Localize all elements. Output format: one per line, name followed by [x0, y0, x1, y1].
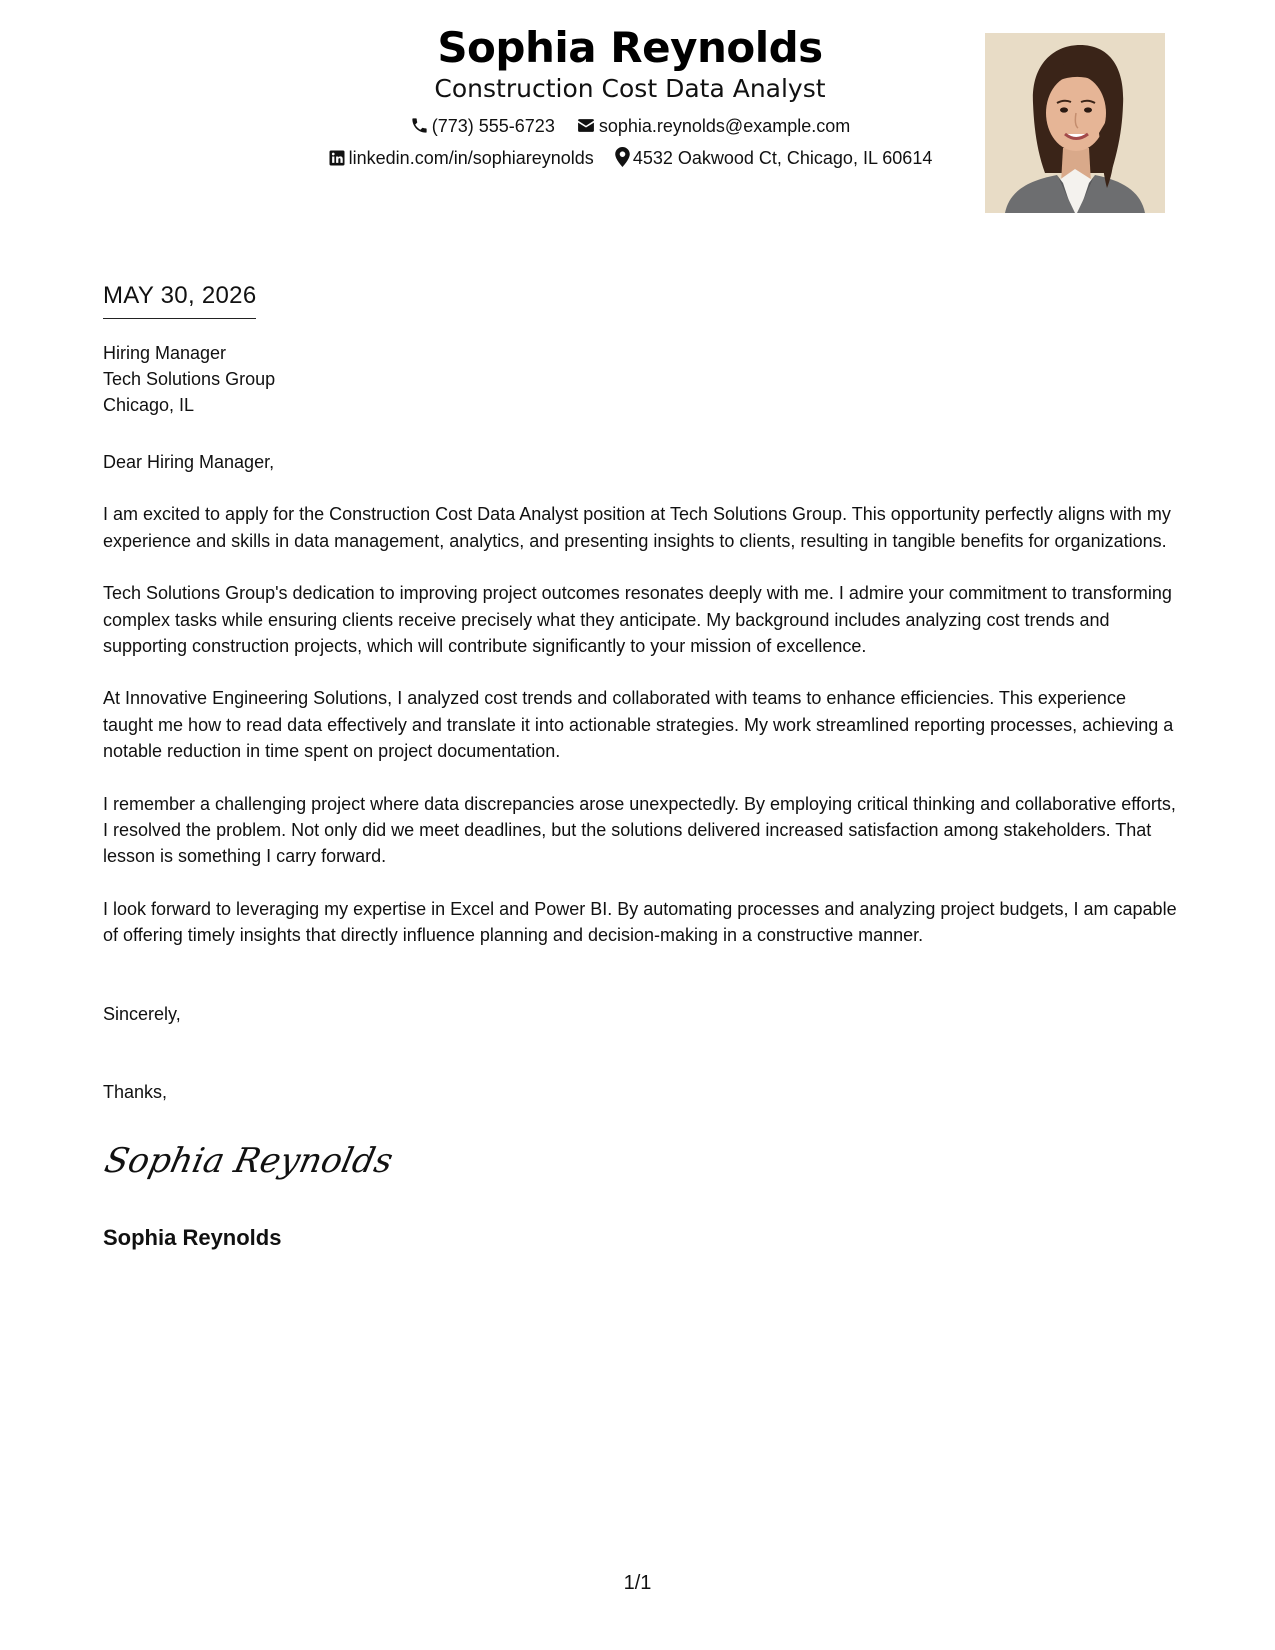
closing-thanks: Thanks, — [103, 1082, 168, 1102]
body-paragraph: I look forward to leveraging my expertise in Excel and Power BI. By automating processes and analyzing project budgets, I am capable of offering timely insights that directly influence planning and decision-making in a constructive manner. — [103, 898, 1177, 946]
job-title: Construction Cost Data Analyst — [434, 74, 826, 103]
recipient-line: Hiring Manager — [103, 343, 227, 363]
contact-row-1 — [290, 112, 970, 139]
linkedin-icon — [328, 149, 346, 167]
salutation: Dear Hiring Manager, — [103, 452, 275, 472]
page-number: 1/1 — [623, 1572, 652, 1594]
applicant-name: Sophia Reynolds — [437, 23, 823, 72]
letter-body — [103, 449, 1178, 975]
letter-header — [0, 0, 1275, 230]
body-paragraph: I remember a challenging project where data discrepancies arose unexpectedly. By employing critical thinking and collaborative efforts, I resolved the problem. Not only did we meet deadlines, but the solutions delivered increased satisfaction among stakeholders. That lesson is something I carry forward. — [103, 793, 1176, 867]
phone-icon — [410, 116, 429, 135]
contact-linkedin — [328, 145, 594, 171]
envelope-icon — [576, 116, 596, 135]
body-paragraph: Tech Solutions Group's dedication to improving project outcomes resonates deeply with me. I admire your commitment to transforming complex tasks while ensuring clients receive precisely what they anticipate. My background includes analyzing cost trends and supporting construction projects, which will contribute significantly to your mission of excellence. — [103, 583, 1172, 657]
profile-photo — [985, 33, 1165, 213]
email-text: sophia.reynolds@example.com — [598, 116, 851, 137]
body-paragraph: At Innovative Engineering Solutions, I analyzed cost trends and collaborated with teams to enhance efficiencies. This experience taught me how to read data effectively and translate it into actionable strategies. My work streamlined reporting processes, achieving a notable reduction in time spent on project documentation. — [103, 688, 1174, 762]
recipient-line: Tech Solutions Group — [103, 369, 276, 389]
signer-name: Sophia Reynolds — [103, 1225, 282, 1250]
recipient-line: Chicago, IL — [103, 395, 195, 415]
contact-email — [576, 113, 850, 139]
letter-date: MAY 30, 2026 — [103, 280, 256, 319]
svg-text:Sophia Reynolds: Sophia Reynolds — [101, 1141, 397, 1181]
linkedin-text: linkedin.com/in/sophiareynolds — [348, 148, 594, 169]
handwritten-signature — [101, 1130, 397, 1190]
contact-phone — [410, 113, 555, 139]
contact-address — [615, 145, 933, 171]
body-paragraph: I am excited to apply for the Construction Cost Data Analyst position at Tech Solutions Group. This opportunity perfectly aligns with my experience and skills in data management, analytics, and presenting insights to clients, resulting in tangible benefits for organizations. — [103, 504, 1171, 551]
map-pin-icon — [615, 147, 630, 167]
recipient-block — [103, 340, 275, 418]
contact-row-2 — [290, 144, 970, 171]
phone-text: (773) 555-6723 — [431, 116, 555, 137]
address-text: 4532 Oakwood Ct, Chicago, IL 60614 — [632, 148, 933, 169]
closing-sincerely: Sincerely, — [103, 1004, 181, 1024]
